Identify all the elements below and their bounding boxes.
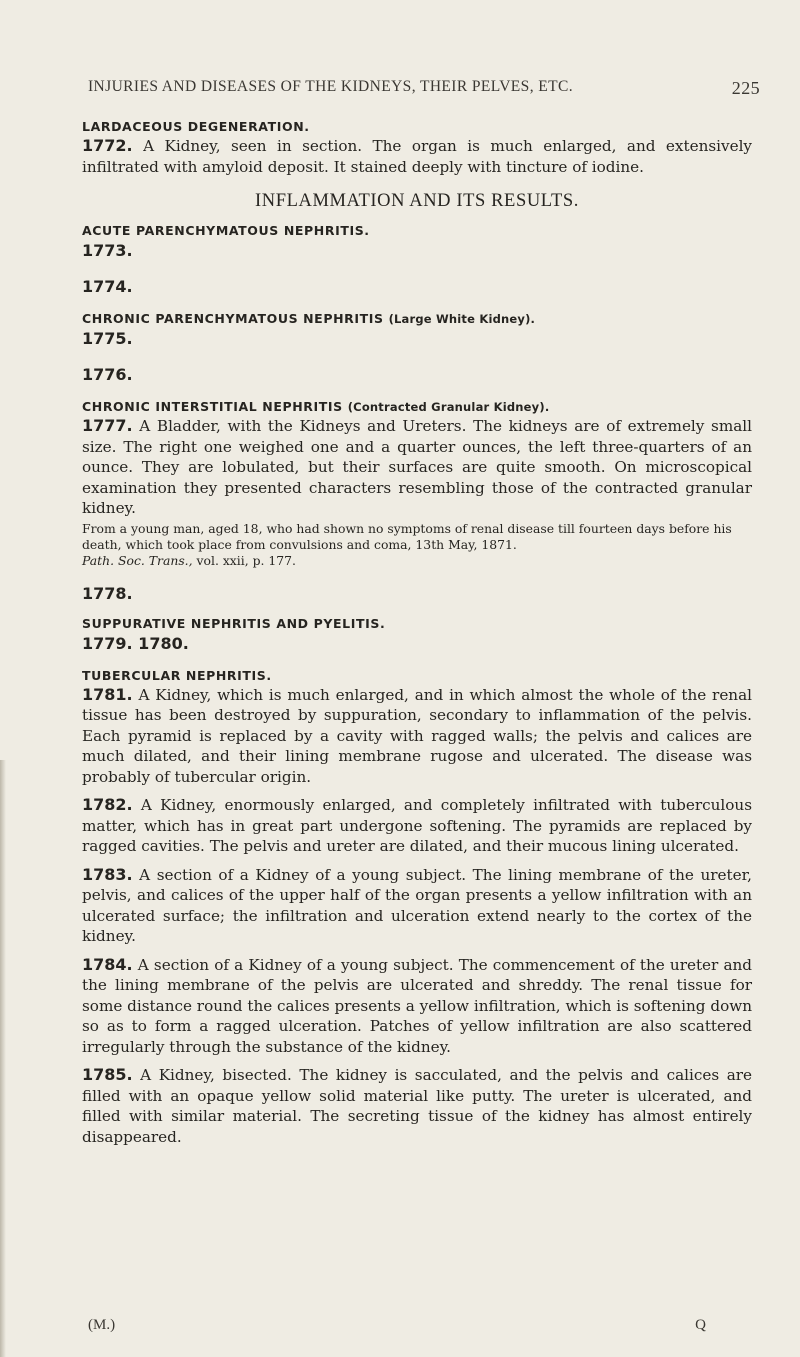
catalogue-entry-1773: 1773. — [82, 241, 133, 260]
section-title: CHRONIC PARENCHYMATOUS NEPHRITIS — [82, 311, 384, 326]
section-heading-suppurative: SUPPURATIVE NEPHRITIS AND PYELITIS. — [82, 615, 386, 631]
entry-number: 1772. — [82, 136, 133, 155]
catalogue-entry-1784 — [82, 955, 752, 1058]
entry-text: A Kidney, enormously enlarged, and completely infiltrated with tuberculous matter, which has in great part undergone softening. The pyramids are replaced by ragged cavities. The pelvis and ureter are dilated, and their mucous lining ulcerated. — [82, 796, 752, 855]
section-aside: (Contracted Granular Kidney). — [347, 400, 550, 414]
signature-mark: Q — [695, 1317, 706, 1333]
section-heading-tubercular: TUBERCULAR NEPHRITIS. — [82, 667, 272, 683]
footer-mark: (M.) — [88, 1317, 116, 1333]
page-number: 225 — [731, 78, 760, 98]
catalogue-entry-1774: 1774. — [82, 277, 133, 296]
section-heading-lardaceous: LARDACEOUS DEGENERATION. — [82, 119, 310, 134]
catalogue-entry-1783 — [82, 865, 752, 947]
entry-number: 1777. — [82, 416, 133, 435]
running-title: INJURIES AND DISEASES OF THE KIDNEYS, THEIR PELVES, ETC. — [88, 78, 573, 95]
note-text: From a young man, aged 18, who had shown no symptoms of renal disease till fourteen days before his death, which took place from convulsions and coma, 13th May, 1871. — [82, 520, 732, 552]
binding-shadow — [0, 760, 6, 1357]
catalogue-entry-1778: 1778. — [82, 583, 133, 603]
catalogue-entry-1772 — [82, 136, 752, 177]
catalogue-entry-1782 — [82, 795, 752, 857]
section-heading-interstitial — [82, 398, 752, 416]
entry-number: 1783. — [82, 864, 133, 884]
entry-number: 1785. — [82, 1065, 133, 1084]
page-footer — [88, 1317, 706, 1334]
chapter-heading-inflammation: INFLAMMATION AND ITS RESULTS. — [254, 191, 580, 211]
entry-text: A Kidney, seen in section. The organ is much enlarged, and extensively infiltrated with amyloid deposit. It stained deeply with tincture of iodine. — [82, 137, 753, 176]
running-header — [88, 78, 760, 96]
catalogue-entry-1775: 1775. — [82, 329, 133, 348]
section-heading-chronic-parenchymatous — [82, 310, 752, 328]
entry-number: 1782. — [82, 795, 133, 814]
case-note-1777 — [82, 521, 752, 569]
entry-text: A Kidney, bisected. The kidney is sacculated, and the pelvis and calices are filled with an opaque yellow solid material like putty. The ureter is ulcerated, and filled with similar material. The secreting tissue of the kidney has almost entirely disappeared. — [82, 1066, 752, 1146]
catalogue-entry-1776: 1776. — [82, 365, 133, 384]
catalogue-entry-1777 — [82, 416, 752, 519]
page-body — [82, 118, 752, 1155]
catalogue-entry-1785 — [82, 1065, 752, 1147]
entry-text: A section of a Kidney of a young subject. The commencement of the ureter and the lining membrane of the pelvis are ulcerated and shreddy. The renal tissue for some distance round the calices presents a yellow infiltration, which is softening down so as to form a ragged ulceration. Patches of yellow infiltration are also scattered irregularly through the substance of the kidney. — [82, 955, 753, 1056]
entry-number: 1784. — [82, 954, 133, 974]
entry-number: 1781. — [82, 684, 133, 704]
section-heading-acute: ACUTE PARENCHYMATOUS NEPHRITIS. — [82, 223, 370, 238]
section-aside: (Large White Kidney). — [388, 312, 536, 326]
catalogue-entry-1781 — [82, 685, 752, 788]
note-reference: Path. Soc. Trans., — [82, 552, 193, 568]
section-title: CHRONIC INTERSTITIAL NEPHRITIS — [82, 399, 343, 414]
note-reference-tail: vol. xxii, p. 177. — [196, 552, 296, 568]
entry-text: A Kidney, which is much enlarged, and in which almost the whole of the renal tissue has been destroyed by suppuration, secondary to inflammation of the pelvis. Each pyramid is replaced by a cavity with ragged walls; the pelvis and calices are much dilated, and their lining membrane rugose and ulcerated. The disease was probably of tubercular origin. — [82, 685, 752, 786]
entry-text: A section of a Kidney of a young subject. The lining membrane of the ureter, pelvis, and calices of the upper half of the organ presents a yellow infiltration with an ulcerated surface; the infiltration and ulceration extend nearly to the cortex of the kidney. — [82, 865, 752, 945]
catalogue-entry-1779-1780: 1779. 1780. — [82, 633, 189, 653]
entry-text: A Bladder, with the Kidneys and Ureters. The kidneys are of extremely small size. The right one weighed one and a quarter ounces, the left three-quarters of an ounce. They are lobulated, but their surfaces are quite smooth. On microscopical examination they presented characters resembling those of the contracted granular kidney. — [82, 417, 752, 517]
